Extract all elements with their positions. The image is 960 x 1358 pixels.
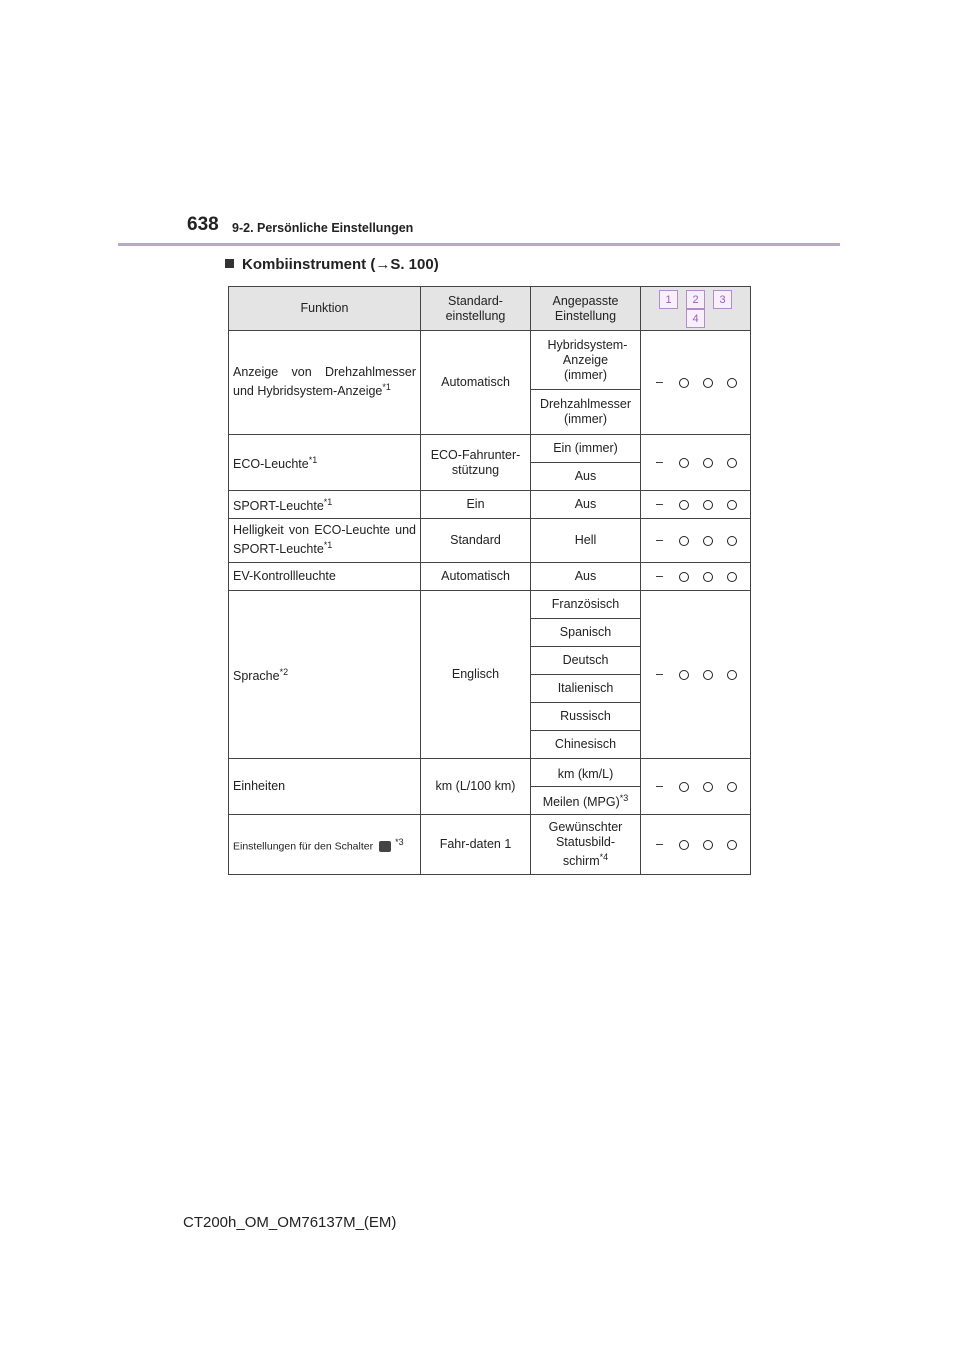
mark-dash: – — [656, 455, 663, 469]
cell-option: Drehzahlmesser (immer) — [531, 390, 641, 435]
cell-marks — [641, 815, 751, 875]
cell-standard: Automatisch — [421, 331, 531, 435]
col-number-4: 4 — [686, 309, 705, 328]
cell-option: Italienisch — [531, 675, 641, 703]
cell-standard: Ein — [421, 491, 531, 519]
col-number-2: 2 — [686, 290, 705, 309]
header-standard-text: Standard-einstellung — [445, 293, 506, 323]
cell-standard: km (L/100 km) — [421, 759, 531, 815]
header-angepasst — [531, 287, 641, 331]
header-columns — [641, 287, 751, 331]
cell-standard: Standard — [421, 519, 531, 563]
cell-option: Meilen (MPG)$^{*3}$ — [531, 787, 641, 815]
header-rule — [118, 243, 840, 246]
mark-dash: – — [656, 779, 663, 793]
mark-circle-icon — [672, 497, 696, 512]
mark-circle-icon — [672, 779, 696, 794]
mark-circle-icon — [720, 455, 744, 470]
mark-dash: – — [656, 497, 663, 511]
cell-funktion: Einheiten — [229, 759, 421, 815]
cell-option: Ein (immer) — [531, 435, 641, 463]
mark-dash: – — [656, 375, 663, 389]
cell-funktion: SPORT-Leuchte$^{*1}$ — [229, 491, 421, 519]
chapter-header: 9-2. Persönliche Einstellungen — [232, 221, 414, 235]
mark-circle-icon — [672, 837, 696, 852]
header-angepasst-text: Angepasste Einstellung — [552, 293, 619, 323]
cell-standard: Fahr-daten 1 — [421, 815, 531, 875]
mark-dash: – — [656, 837, 663, 851]
table-header-row — [229, 287, 751, 331]
mark-circle-icon — [720, 569, 744, 584]
square-bullet-icon — [225, 259, 234, 268]
mark-circle-icon — [696, 779, 720, 794]
mark-circle-icon — [672, 455, 696, 470]
mark-dash: – — [656, 667, 663, 681]
table-row — [229, 519, 751, 563]
header-funktion: Funktion — [229, 287, 421, 331]
table-row — [229, 491, 751, 519]
cell-option: Spanisch — [531, 619, 641, 647]
cell-option: Deutsch — [531, 647, 641, 675]
cell-option: Aus — [531, 463, 641, 491]
cell-marks — [641, 491, 751, 519]
cell-marks — [641, 591, 751, 759]
cell-standard: ECO-Fahrunter-stützung — [421, 435, 531, 491]
mark-circle-icon — [720, 667, 744, 682]
section-title — [225, 256, 439, 273]
table-row — [229, 815, 751, 875]
mark-circle-icon — [696, 455, 720, 470]
cell-marks — [641, 331, 751, 435]
mark-circle-icon — [672, 569, 696, 584]
cell-marks — [641, 435, 751, 491]
mark-circle-icon — [696, 569, 720, 584]
cell-funktion: Sprache$^{*2}$ — [229, 591, 421, 759]
cell-option: Französisch — [531, 591, 641, 619]
mark-circle-icon — [696, 667, 720, 682]
table-row — [229, 331, 751, 390]
document-code: CT200h_OM_OM76137M_(EM) — [183, 1214, 397, 1231]
mark-circle-icon — [720, 779, 744, 794]
mark-circle-icon — [696, 497, 720, 512]
mark-circle-icon — [672, 375, 696, 390]
cell-option: Chinesisch — [531, 731, 641, 759]
mark-circle-icon — [696, 533, 720, 548]
cell-funktion: ECO-Leuchte$^{*1}$ — [229, 435, 421, 491]
cell-standard: Englisch — [421, 591, 531, 759]
mark-circle-icon — [720, 375, 744, 390]
cell-option: Aus — [531, 563, 641, 591]
cell-marks — [641, 759, 751, 815]
cell-standard: Automatisch — [421, 563, 531, 591]
cell-option: Russisch — [531, 703, 641, 731]
mark-circle-icon — [672, 667, 696, 682]
section-title-text: Kombiinstrument (→S. 100) — [242, 256, 439, 273]
cell-funktion: Helligkeit von ECO-Leuchte und SPORT-Leuchte$^{*1}$ — [229, 519, 421, 563]
mark-circle-icon — [672, 533, 696, 548]
table-row — [229, 563, 751, 591]
table-row — [229, 759, 751, 787]
mark-circle-icon — [720, 497, 744, 512]
mark-circle-icon — [696, 837, 720, 852]
cell-marks — [641, 563, 751, 591]
mark-dash: – — [656, 533, 663, 547]
settings-table — [228, 286, 751, 875]
table-row — [229, 435, 751, 463]
header-standard — [421, 287, 531, 331]
cell-option: Gewünschter Statusbild-schirm$^{*4}$ — [531, 815, 641, 875]
cell-funktion: Einstellungen für den Schalter $^{*3}$ — [229, 815, 421, 875]
mark-dash: – — [656, 569, 663, 583]
page-number: 638 — [187, 214, 219, 235]
cell-option: Hell — [531, 519, 641, 563]
switch-icon — [379, 841, 391, 852]
table-row — [229, 591, 751, 619]
cell-funktion: EV-Kontrollleuchte — [229, 563, 421, 591]
col-number-3: 3 — [713, 290, 732, 309]
cell-marks — [641, 519, 751, 563]
cell-option: Aus — [531, 491, 641, 519]
mark-circle-icon — [720, 837, 744, 852]
cell-option: Hybridsystem-Anzeige (immer) — [531, 331, 641, 390]
col-number-1: 1 — [659, 290, 678, 309]
cell-funktion: Anzeige von Drehzahlmesser und Hybridsystem-Anzeige$^{*1}$ — [229, 331, 421, 435]
mark-circle-icon — [696, 375, 720, 390]
mark-circle-icon — [720, 533, 744, 548]
cell-option: km (km/L) — [531, 759, 641, 787]
